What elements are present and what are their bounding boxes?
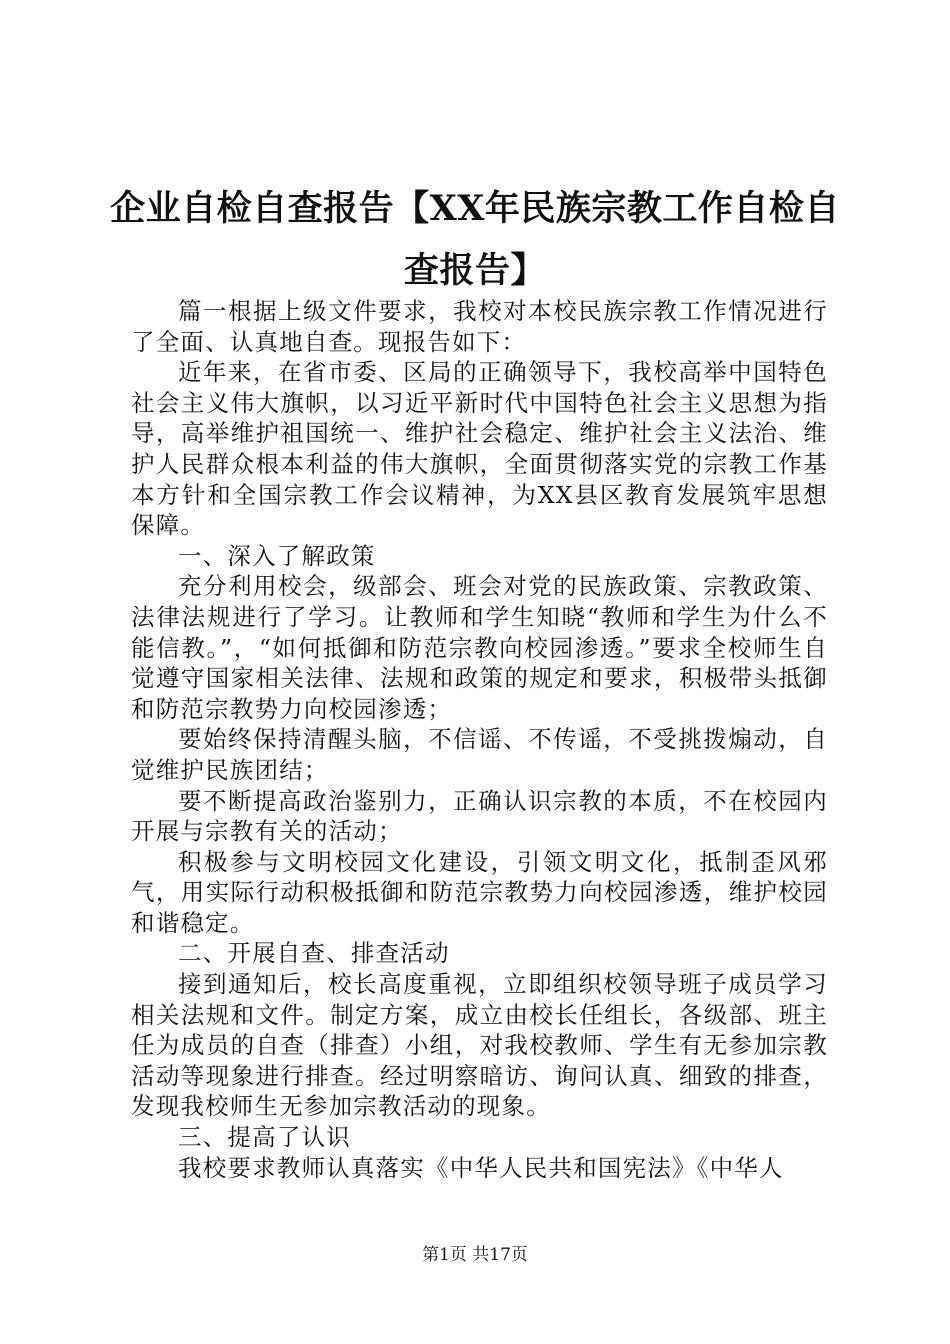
paragraph: 充分利用校会，级部会、班会对党的民族政策、宗教政策、法律法规进行了学习。让教师和学生知晓“教师和学生为什么不能信教。”，“如何抵御和防范宗教向校园渗透。”要求全校师生自觉遵守国家相关法律、法规和政策的规定和要求，积极带头抵御和防范宗教势力向校园渗透；: [131, 572, 828, 723]
section-heading: 三、提高了认识: [178, 1123, 351, 1152]
paragraph: 我校要求教师认真落实《中华人民共和国宪法》《中华人: [178, 1153, 784, 1182]
document-title: 企业自检自查报告【XX年民族宗教工作自检自查报告】: [110, 188, 840, 291]
paragraph: 近年来，在省市委、区局的正确领导下，我校高举中国特色社会主义伟大旗帜，以习近平新时代中国特色社会主义思想为指导，高举维护祖国统一、维护社会稳定、维护社会主义法治、维护人民群众根本利益的伟大旗帜，全面贯彻落实党的宗教工作基本方针和全国宗教工作会议精神，为XX县区教育发展筑牢思想保障。: [131, 358, 828, 540]
paragraph: 要不断提高政治鉴别力，正确认识宗教的本质，不在校园内开展与宗教有关的活动；: [131, 786, 828, 846]
section-heading: 二、开展自查、排查活动: [178, 939, 450, 968]
paragraph: 篇一根据上级文件要求，我校对本校民族宗教工作情况进行了全面、认真地自查。现报告如下：: [131, 297, 828, 356]
paragraph: 要始终保持清醒头脑，不信谣、不传谣，不受挑拨煽动，自觉维护民族团结；: [131, 725, 828, 784]
document-body: [131, 296, 828, 1183]
section-heading: 一、深入了解政策: [178, 541, 376, 570]
page-footer: 第1页 共17页: [422, 1245, 528, 1265]
paragraph: 接到通知后，校长高度重视，立即组织校领导班子成员学习相关法规和文件。制定方案，成立由校长任组长，各级部、班主任为成员的自查（排查）小组，对我校教师、学生有无参加宗教活动等现象进行排查。经过明察暗访、询问认真、细致的排查，发现我校师生无参加宗教活动的现象。: [131, 970, 828, 1121]
paragraph: 积极参与文明校园文化建设，引领文明文化，抵制歪风邪气，用实际行动积极抵御和防范宗教势力向校园渗透，维护校园和谐稳定。: [131, 847, 828, 937]
